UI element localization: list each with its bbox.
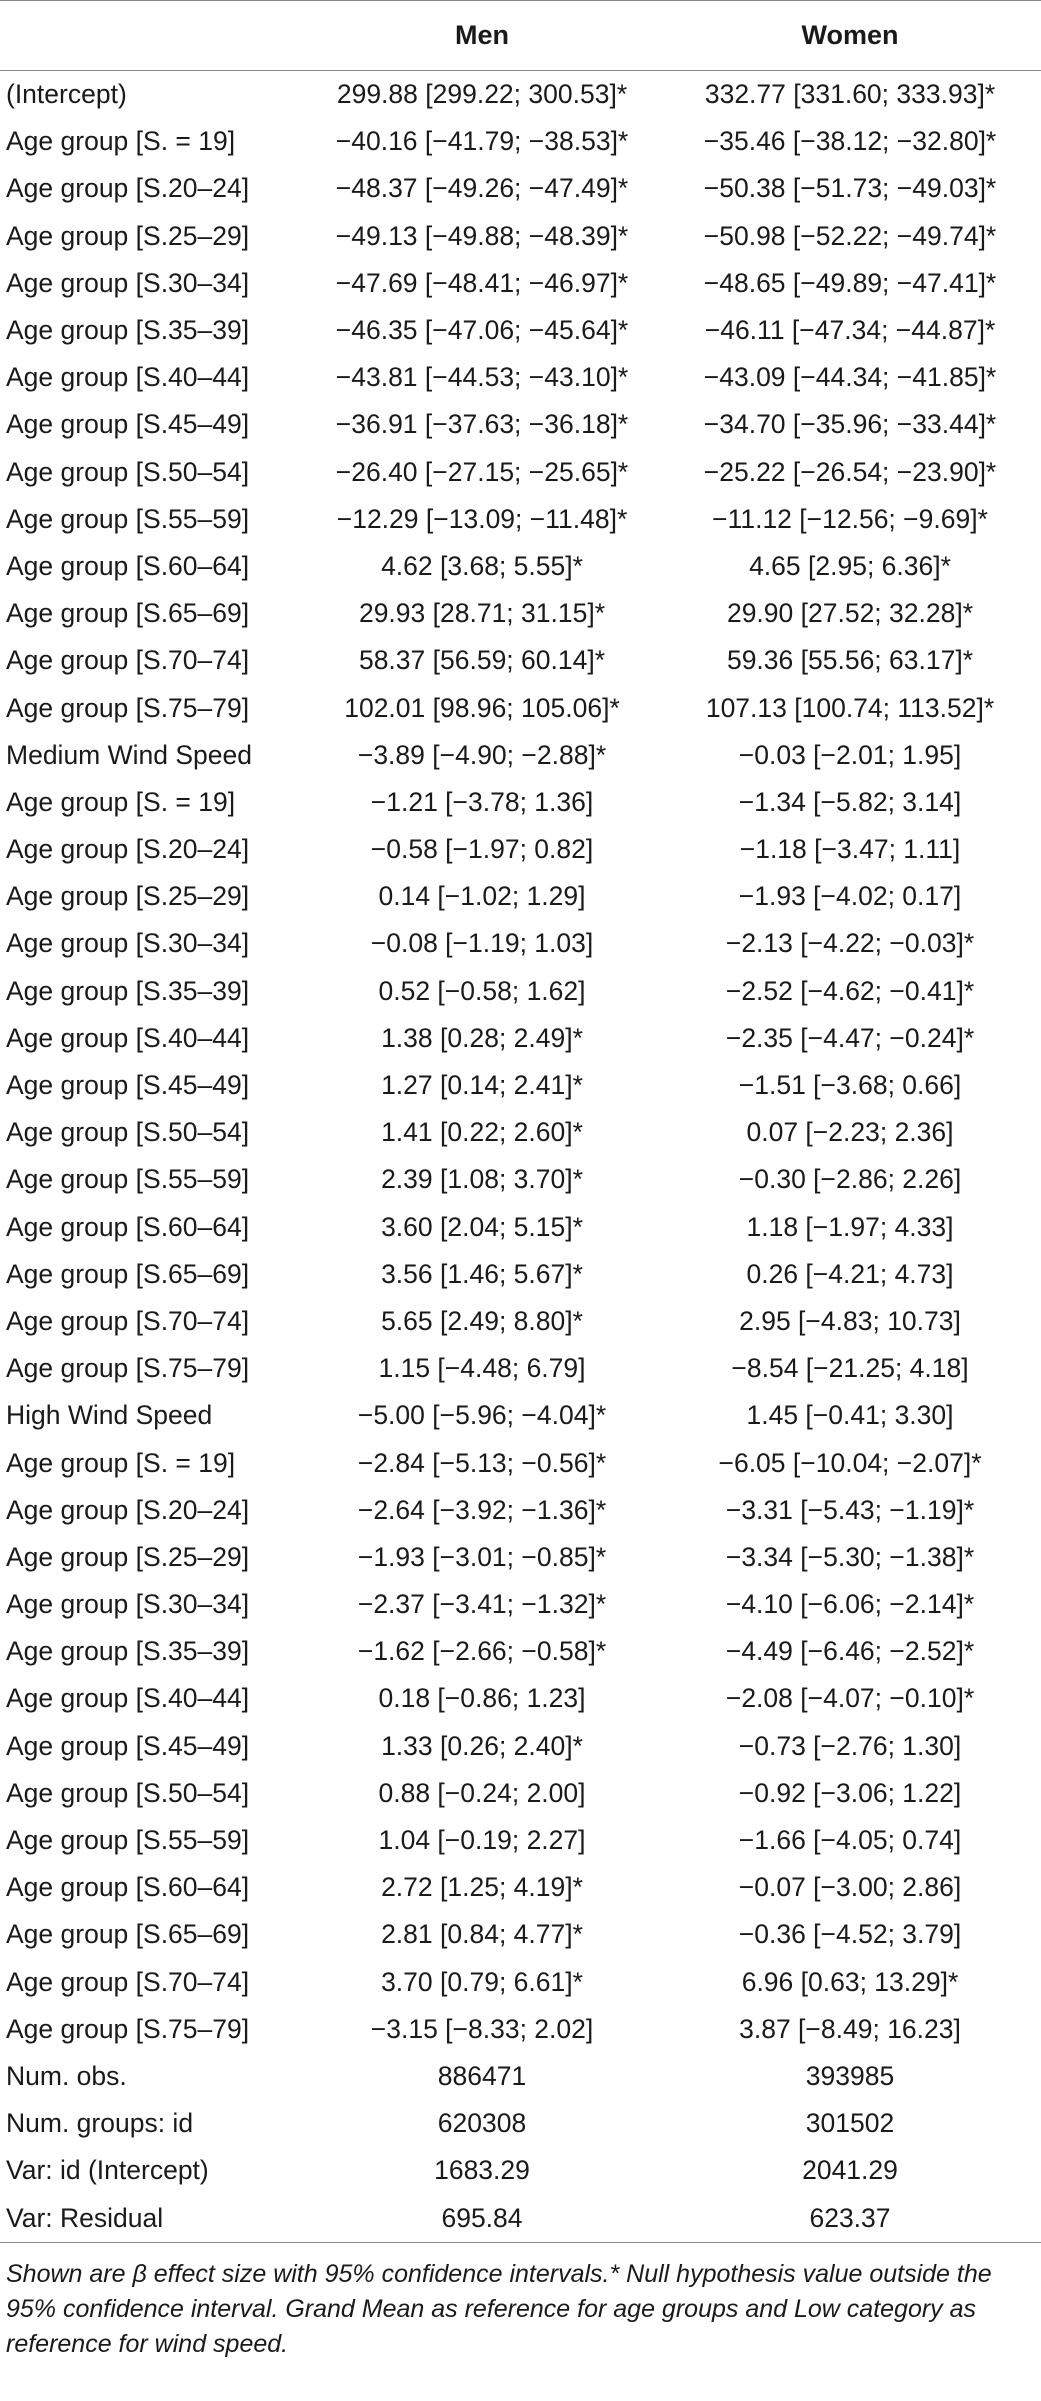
women-value: −2.52 [−4.62; −0.41]* — [725, 975, 975, 1006]
women-value: −0.36 [−4.52; 3.79] — [738, 1919, 962, 1950]
men-value: 695.84 — [305, 2194, 659, 2242]
women-value: 393985 — [805, 2060, 895, 2091]
row-label: Age group [S. = 19] — [6, 1447, 236, 1478]
table-row — [0, 873, 1041, 920]
header-row — [0, 1, 1041, 71]
men-value: −5.00 [−5.96; −4.04]* — [357, 1400, 607, 1431]
row-label: Age group [S.55–59] — [6, 1164, 250, 1195]
table-row — [0, 1156, 1041, 1203]
row-label: Age group [S.30–34] — [6, 1589, 250, 1620]
men-value: 1.04 [−0.19; 2.27] — [378, 1825, 586, 1856]
men-value: −26.40 [−27.15; −25.65]* — [335, 456, 629, 487]
table-row — [0, 1439, 1041, 1486]
table-body — [0, 71, 1041, 2243]
row-label: Age group [S. = 19] — [6, 786, 236, 817]
men-value: −0.58 [−1.97; 0.82] — [370, 834, 594, 865]
table-row — [0, 1392, 1041, 1439]
women-value: 301502 — [805, 2108, 895, 2139]
table-row — [0, 449, 1041, 496]
men-value: 2.39 [1.08; 3.70]* — [381, 1164, 583, 1195]
women-value: −34.70 [−35.96; −33.44]* — [703, 409, 997, 440]
row-label: Age group [S.20–24] — [6, 834, 250, 865]
row-label: Age group [S.35–39] — [6, 975, 250, 1006]
women-value: 0.07 [−2.23; 2.36] — [746, 1117, 954, 1148]
table-row — [0, 2100, 1041, 2147]
men-value: −49.13 [−49.88; −48.39]* — [335, 220, 629, 251]
women-value: 2041.29 — [802, 2155, 898, 2186]
men-value: −1.93 [−3.01; −0.85]* — [357, 1541, 607, 1572]
row-label: Num. groups: id — [6, 2108, 194, 2139]
men-value: 1.41 [0.22; 2.60]* — [381, 1117, 583, 1148]
table-row — [0, 1723, 1041, 1770]
row-label: Age group [S.50–54] — [6, 1777, 250, 1808]
women-value: −3.34 [−5.30; −1.38]* — [725, 1541, 975, 1572]
women-value: −2.08 [−4.07; −0.10]* — [725, 1683, 975, 1714]
table-row — [0, 1062, 1041, 1109]
table-row — [0, 968, 1041, 1015]
table-row — [0, 1864, 1041, 1911]
table-row — [0, 2147, 1041, 2194]
women-value: 623.37 — [659, 2194, 1041, 2242]
men-value: 620308 — [437, 2108, 527, 2139]
women-value: −50.38 [−51.73; −49.03]* — [703, 173, 997, 204]
men-value: −2.37 [−3.41; −1.32]* — [357, 1589, 607, 1620]
row-label: Age group [S.35–39] — [6, 315, 250, 346]
men-value: 3.56 [1.46; 5.67]* — [381, 1258, 583, 1289]
women-value: 3.87 [−8.49; 16.23] — [739, 2013, 961, 2044]
men-value: 5.65 [2.49; 8.80]* — [381, 1305, 583, 1336]
row-label: Age group [S.60–64] — [6, 1872, 250, 1903]
table-row — [0, 354, 1041, 401]
women-value: −43.09 [−44.34; −41.85]* — [703, 362, 997, 393]
women-value: −0.92 [−3.06; 1.22] — [738, 1777, 962, 1808]
row-label: Age group [S.70–74] — [6, 1966, 250, 1997]
men-value: 299.88 [299.22; 300.53]* — [336, 79, 628, 110]
women-value: −2.35 [−4.47; −0.24]* — [725, 1022, 975, 1053]
men-value: 886471 — [437, 2060, 527, 2091]
women-value: −1.93 [−4.02; 0.17] — [738, 881, 962, 912]
men-value: −43.81 [−44.53; −43.10]* — [335, 362, 629, 393]
men-value: 1.27 [0.14; 2.41]* — [381, 1070, 583, 1101]
men-value: 0.14 [−1.02; 1.29] — [378, 881, 586, 912]
men-value: −40.16 [−41.79; −38.53]* — [335, 126, 629, 157]
men-value: −3.89 [−4.90; −2.88]* — [357, 739, 607, 770]
row-label: Age group [S.75–79] — [6, 692, 250, 723]
men-value: 0.88 [−0.24; 2.00] — [378, 1777, 586, 1808]
row-label: Age group [S.45–49] — [6, 1070, 250, 1101]
women-value: −25.22 [−26.54; −23.90]* — [703, 456, 997, 487]
men-value: −2.84 [−5.13; −0.56]* — [357, 1447, 607, 1478]
table-row — [0, 1959, 1041, 2006]
row-label: Age group [S.40–44] — [6, 362, 250, 393]
men-value: −0.08 [−1.19; 1.03] — [370, 928, 594, 959]
women-value: −8.54 [−21.25; 4.18] — [731, 1353, 969, 1384]
men-value: 1683.29 — [434, 2155, 530, 2186]
men-value: 3.70 [0.79; 6.61]* — [381, 1966, 583, 1997]
table-row — [0, 2053, 1041, 2100]
table-row — [0, 1675, 1041, 1722]
row-label: Age group [S.25–29] — [6, 881, 250, 912]
row-label: Age group [S.50–54] — [6, 1117, 250, 1148]
row-label: Age group [S.20–24] — [6, 173, 250, 204]
women-value: −2.13 [−4.22; −0.03]* — [725, 928, 975, 959]
row-label: (Intercept) — [6, 79, 127, 110]
women-value: −1.18 [−3.47; 1.11] — [739, 834, 961, 865]
table-row — [0, 637, 1041, 684]
women-value: −1.34 [−5.82; 3.14] — [738, 786, 962, 817]
women-value: −48.65 [−49.89; −47.41]* — [703, 267, 997, 298]
women-value: 107.13 [100.74; 113.52]* — [705, 692, 995, 723]
row-label: Age group [S.25–29] — [6, 1541, 250, 1572]
women-value: 1.18 [−1.97; 4.33] — [746, 1211, 954, 1242]
row-label: Age group [S.50–54] — [6, 456, 250, 487]
women-value: −0.07 [−3.00; 2.86] — [738, 1872, 962, 1903]
row-label: Age group [S.60–64] — [6, 550, 250, 581]
women-value: −11.12 [−12.56; −9.69]* — [712, 503, 988, 534]
women-value: 0.26 [−4.21; 4.73] — [746, 1258, 954, 1289]
women-value: −4.49 [−6.46; −2.52]* — [725, 1636, 975, 1667]
row-label: Age group [S.75–79] — [6, 1353, 250, 1384]
women-value: 6.96 [0.63; 13.29]* — [741, 1966, 959, 1997]
table-row — [0, 118, 1041, 165]
table-row — [0, 732, 1041, 779]
table-row — [0, 1251, 1041, 1298]
table-row — [0, 1204, 1041, 1251]
row-label: Age group [S.65–69] — [6, 1258, 250, 1289]
men-value: 29.93 [28.71; 31.15]* — [358, 598, 606, 629]
men-value: 1.15 [−4.48; 6.79] — [378, 1353, 586, 1384]
women-value: 59.36 [55.56; 63.17]* — [726, 645, 974, 676]
row-label: Age group [S.30–34] — [6, 928, 250, 959]
table-row — [0, 1345, 1041, 1392]
men-value: 3.60 [2.04; 5.15]* — [381, 1211, 583, 1242]
women-value: −35.46 [−38.12; −32.80]* — [703, 126, 997, 157]
women-value: 332.77 [331.60; 333.93]* — [704, 79, 996, 110]
table-row — [0, 1298, 1041, 1345]
men-value: −46.35 [−47.06; −45.64]* — [335, 315, 629, 346]
women-value: −1.51 [−3.68; 0.66] — [738, 1070, 962, 1101]
men-value: −2.64 [−3.92; −1.36]* — [357, 1494, 607, 1525]
row-label: Age group [S.65–69] — [6, 598, 250, 629]
men-value: 1.38 [0.28; 2.49]* — [381, 1022, 583, 1053]
row-label: Age group [S.55–59] — [6, 1825, 250, 1856]
table-row — [0, 1487, 1041, 1534]
header-women: Women — [659, 1, 1041, 71]
women-value: 4.65 [2.95; 6.36]* — [749, 550, 951, 581]
table-row — [0, 779, 1041, 826]
men-value: −12.29 [−13.09; −11.48]* — [336, 503, 628, 534]
men-value: −1.21 [−3.78; 1.36] — [370, 786, 594, 817]
women-value: −0.73 [−2.76; 1.30] — [738, 1730, 962, 1761]
table-row — [0, 2194, 1041, 2242]
row-label: Age group [S.60–64] — [6, 1211, 250, 1242]
row-label: Var: id (Intercept) — [6, 2155, 209, 2186]
row-label: Medium Wind Speed — [6, 739, 252, 770]
table-row — [0, 1015, 1041, 1062]
table-row — [0, 71, 1041, 119]
men-value: 0.18 [−0.86; 1.23] — [378, 1683, 586, 1714]
men-value: −1.62 [−2.66; −0.58]* — [357, 1636, 607, 1667]
table-row — [0, 1534, 1041, 1581]
men-value: 4.62 [3.68; 5.55]* — [381, 550, 583, 581]
row-label: Age group [S.20–24] — [6, 1494, 250, 1525]
women-value: −4.10 [−6.06; −2.14]* — [725, 1589, 975, 1620]
women-value: −0.03 [−2.01; 1.95] — [738, 739, 962, 770]
table-row — [0, 1109, 1041, 1156]
table-row — [0, 165, 1041, 212]
table-row — [0, 307, 1041, 354]
row-label: Age group [S.70–74] — [6, 645, 250, 676]
row-label: Age group [S.25–29] — [6, 220, 250, 251]
row-label: Age group [S.35–39] — [6, 1636, 250, 1667]
men-value: −36.91 [−37.63; −36.18]* — [335, 409, 629, 440]
header-men: Men — [305, 1, 659, 71]
women-value: 2.95 [−4.83; 10.73] — [739, 1305, 961, 1336]
women-value: 29.90 [27.52; 32.28]* — [726, 598, 974, 629]
row-label: Age group [S.40–44] — [6, 1022, 250, 1053]
table-row — [0, 1770, 1041, 1817]
men-value: 2.72 [1.25; 4.19]* — [381, 1872, 583, 1903]
table-row — [0, 543, 1041, 590]
row-label: Age group [S. = 19] — [6, 126, 236, 157]
row-label: Age group [S.70–74] — [6, 1305, 250, 1336]
table-row — [0, 401, 1041, 448]
women-value: −0.30 [−2.86; 2.26] — [738, 1164, 962, 1195]
table-row — [0, 684, 1041, 731]
men-value: −47.69 [−48.41; −46.97]* — [335, 267, 629, 298]
row-label: Age group [S.75–79] — [6, 2013, 250, 2044]
women-value: 1.45 [−0.41; 3.30] — [746, 1400, 954, 1431]
table-row — [0, 1911, 1041, 1958]
table-row — [0, 496, 1041, 543]
table-row — [0, 1817, 1041, 1864]
row-label: Age group [S.45–49] — [6, 1730, 250, 1761]
men-value: 102.01 [98.96; 105.06]* — [344, 692, 620, 723]
row-label: Age group [S.40–44] — [6, 1683, 250, 1714]
table-row — [0, 1628, 1041, 1675]
men-value: 2.81 [0.84; 4.77]* — [381, 1919, 583, 1950]
men-value: 58.37 [56.59; 60.14]* — [358, 645, 606, 676]
header-label-column — [0, 1, 305, 71]
row-label: Age group [S.30–34] — [6, 267, 250, 298]
men-value: −48.37 [−49.26; −47.49]* — [335, 173, 629, 204]
table-row — [0, 2006, 1041, 2053]
row-label: Num. obs. — [6, 2060, 127, 2091]
table-footnote: Shown are β effect size with 95% confidence intervals.* Null hypothesis value outside the 95% confidence interval. Grand Mean as reference for age groups and Low category as reference for wind speed. — [6, 2259, 992, 2358]
row-label: Var: Residual — [0, 2194, 305, 2242]
row-label: Age group [S.45–49] — [6, 409, 250, 440]
women-value: −46.11 [−47.34; −44.87]* — [704, 315, 996, 346]
row-label: Age group [S.65–69] — [6, 1919, 250, 1950]
men-value: 1.33 [0.26; 2.40]* — [381, 1730, 583, 1761]
table-row — [0, 1581, 1041, 1628]
table-row — [0, 590, 1041, 637]
table-row — [0, 826, 1041, 873]
table-row — [0, 213, 1041, 260]
row-label: Age group [S.55–59] — [6, 503, 250, 534]
men-value: −3.15 [−8.33; 2.02] — [370, 2013, 594, 2044]
row-label: High Wind Speed — [6, 1400, 213, 1431]
table-row — [0, 260, 1041, 307]
table-row — [0, 920, 1041, 967]
men-value: 0.52 [−0.58; 1.62] — [378, 975, 586, 1006]
women-value: −50.98 [−52.22; −49.74]* — [703, 220, 997, 251]
women-value: −1.66 [−4.05; 0.74] — [738, 1825, 962, 1856]
women-value: −6.05 [−10.04; −2.07]* — [718, 1447, 982, 1478]
women-value: −3.31 [−5.43; −1.19]* — [725, 1494, 975, 1525]
